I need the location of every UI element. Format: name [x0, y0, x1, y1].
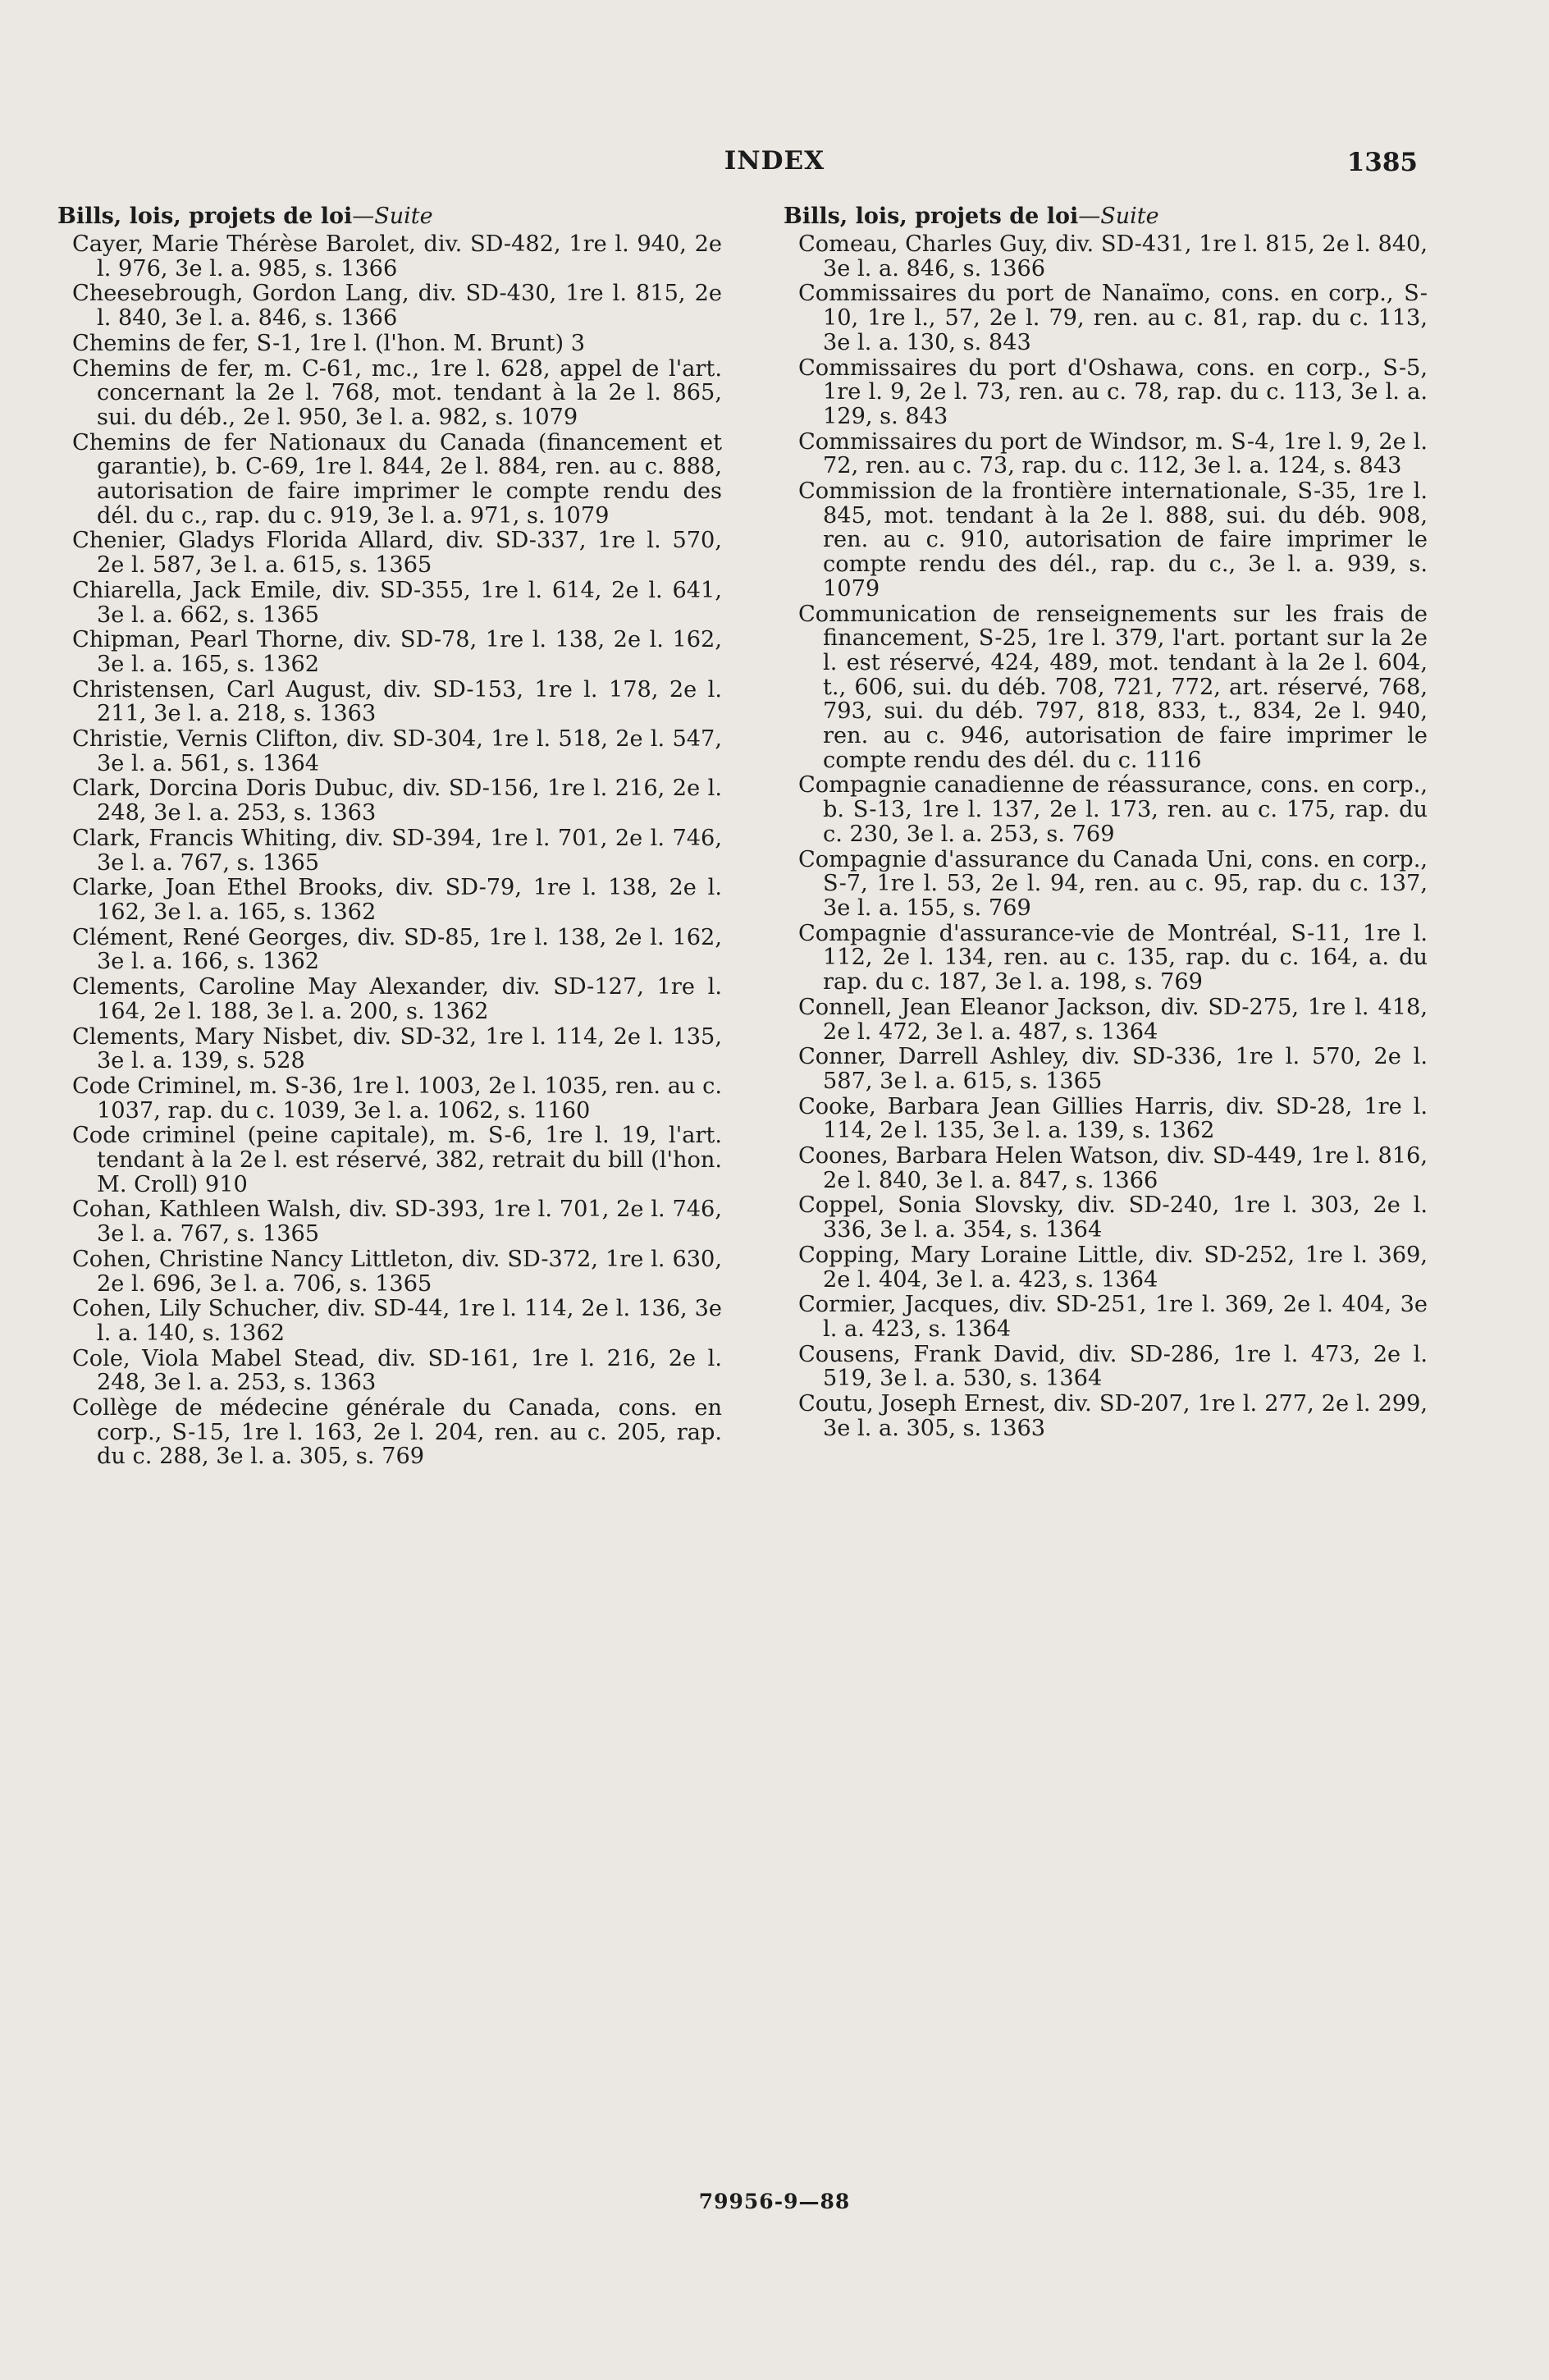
index-entry: Clément, René Georges, div. SD-85, 1re l. 138, 2e l. 162, 3e l. a. 166, s. 1362	[72, 924, 722, 975]
index-entry: Cayer, Marie Thérèse Barolet, div. SD-482, 1re l. 940, 2e l. 976, 3e l. a. 985, s. 1366	[72, 231, 722, 281]
index-entry: Chenier, Gladys Florida Allard, div. SD-337, 1re l. 570, 2e l. 587, 3e l. a. 615, s. 1365	[72, 528, 722, 579]
index-entry: Cohan, Kathleen Walsh, div. SD-393, 1re l. 701, 2e l. 746, 3e l. a. 767, s. 1365	[72, 1197, 722, 1247]
index-entry: Comeau, Charles Guy, div. SD-431, 1re l. 815, 2e l. 840, 3e l. a. 846, s. 1366	[798, 231, 1428, 281]
column-heading-suite: —Suite	[1078, 204, 1159, 229]
column-heading-suite: —Suite	[352, 204, 433, 229]
index-entry: Commission de la frontière internationale, S-35, 1re l. 845, mot. tendant à la 2e l. 888, sui. du déb. 908, ren. au c. 910, autorisation de faire imprimer le compte rendu des dél., rap. du c., 3e l. a. 939, s. 1079	[798, 478, 1428, 602]
index-entry: Compagnie d'assurance-vie de Montréal, S-11, 1re l. 112, 2e l. 134, ren. au c. 135, rap. du c. 164, a. du rap. du c. 187, 3e l. a. 198, s. 769	[798, 920, 1428, 995]
index-entry: Conner, Darrell Ashley, div. SD-336, 1re l. 570, 2e l. 587, 3e l. a. 615, s. 1365	[798, 1044, 1428, 1094]
index-entry: Commissaires du port de Windsor, m. S-4, 1re l. 9, 2e l. 72, ren. au c. 73, rap. du c. 112, 3e l. a. 124, s. 843	[798, 428, 1428, 479]
column-heading-text: Bills, lois, projets de loi	[784, 204, 1079, 229]
index-entry: Christie, Vernis Clifton, div. SD-304, 1re l. 518, 2e l. 547, 3e l. a. 561, s. 1364	[72, 726, 722, 776]
index-entry: Cole, Viola Mabel Stead, div. SD-161, 1re l. 216, 2e l. 248, 3e l. a. 253, s. 1363	[72, 1345, 722, 1396]
index-entry: Collège de médecine générale du Canada, cons. en corp., S-15, 1re l. 163, 2e l. 204, ren. au c. 205, rap. du c. 288, 3e l. a. 305, s. 769	[72, 1395, 722, 1470]
index-entry: Cohen, Lily Schucher, div. SD-44, 1re l. 114, 2e l. 136, 3e l. a. 140, s. 1362	[72, 1296, 722, 1346]
index-entry: Coppel, Sonia Slovsky, div. SD-240, 1re l. 303, 2e l. 336, 3e l. a. 354, s. 1364	[798, 1192, 1428, 1243]
column-heading	[57, 202, 722, 231]
index-entry: Copping, Mary Loraine Little, div. SD-252, 1re l. 369, 2e l. 404, 3e l. a. 423, s. 1364	[798, 1242, 1428, 1293]
index-entry: Cheesebrough, Gordon Lang, div. SD-430, 1re l. 815, 2e l. 840, 3e l. a. 846, s. 1366	[72, 281, 722, 332]
index-entry: Cohen, Christine Nancy Littleton, div. SD-372, 1re l. 630, 2e l. 696, 3e l. a. 706, s. 1365	[72, 1246, 722, 1297]
index-entry: Compagnie canadienne de réassurance, cons. en corp., b. S-13, 1re l. 137, 2e l. 173, ren. au c. 175, rap. du c. 230, 3e l. a. 253, s. 769	[798, 772, 1428, 847]
page-number: 1385	[1346, 148, 1418, 177]
column-heading	[784, 202, 1428, 231]
index-entry: Code Criminel, m. S-36, 1re l. 1003, 2e l. 1035, ren. au c. 1037, rap. du c. 1039, 3e l. a. 1062, s. 1160	[72, 1073, 722, 1124]
index-entry: Cooke, Barbara Jean Gillies Harris, div. SD-28, 1re l. 114, 2e l. 135, 3e l. a. 139, s. 1362	[798, 1093, 1428, 1144]
index-entry: Code criminel (peine capitale), m. S-6, 1re l. 19, l'art. tendant à la 2e l. est réservé, 382, retrait du bill (l'hon. M. Croll) 910	[72, 1123, 722, 1197]
index-entry: Commissaires du port d'Oshawa, cons. en corp., S-5, 1re l. 9, 2e l. 73, ren. au c. 78, rap. du c. 113, 3e l. a. 129, s. 843	[798, 355, 1428, 429]
page-title: INDEX	[724, 146, 825, 176]
index-entry: Cormier, Jacques, div. SD-251, 1re l. 369, 2e l. 404, 3e l. a. 423, s. 1364	[798, 1292, 1428, 1342]
page-footer-code: 79956-9—88	[698, 2190, 851, 2213]
index-entry: Christensen, Carl August, div. SD-153, 1re l. 178, 2e l. 211, 3e l. a. 218, s. 1363	[72, 676, 722, 727]
column-heading-text: Bills, lois, projets de loi	[57, 204, 353, 229]
index-entry: Chemins de fer, m. C-61, mc., 1re l. 628, appel de l'art. concernant la 2e l. 768, mot. tendant à la 2e l. 865, sui. du déb., 2e l. 950, 3e l. a. 982, s. 1079	[72, 355, 722, 430]
right-column	[784, 202, 1428, 1441]
index-entry: Commissaires du port de Nanaïmo, cons. en corp., S-10, 1re l., 57, 2e l. 79, ren. au c. 81, rap. du c. 113, 3e l. a. 130, s. 843	[798, 281, 1428, 355]
left-column	[57, 202, 722, 1470]
index-entry: Coones, Barbara Helen Watson, div. SD-449, 1re l. 816, 2e l. 840, 3e l. a. 847, s. 1366	[798, 1143, 1428, 1193]
index-entry: Chiarella, Jack Emile, div. SD-355, 1re l. 614, 2e l. 641, 3e l. a. 662, s. 1365	[72, 577, 722, 628]
index-entry: Clements, Mary Nisbet, div. SD-32, 1re l. 114, 2e l. 135, 3e l. a. 139, s. 528	[72, 1023, 722, 1074]
index-entry: Chemins de fer Nationaux du Canada (financement et garantie), b. C-69, 1re l. 844, 2e l. 884, ren. au c. 888, autorisation de faire imprimer le compte rendu des dél. du c., rap. du c. 919, 3e l. a. 971, s. 1079	[72, 429, 722, 529]
index-entry: Clark, Francis Whiting, div. SD-394, 1re l. 701, 2e l. 746, 3e l. a. 767, s. 1365	[72, 825, 722, 876]
index-entry: Coutu, Joseph Ernest, div. SD-207, 1re l. 277, 2e l. 299, 3e l. a. 305, s. 1363	[798, 1391, 1428, 1441]
index-entry: Chemins de fer, S-1, 1re l. (l'hon. M. Brunt) 3	[72, 330, 585, 356]
page-header	[0, 146, 1549, 187]
index-entry: Cousens, Frank David, div. SD-286, 1re l. 473, 2e l. 519, 3e l. a. 530, s. 1364	[798, 1341, 1428, 1392]
index-entry: Connell, Jean Eleanor Jackson, div. SD-275, 1re l. 418, 2e l. 472, 3e l. a. 487, s. 1364	[798, 994, 1428, 1045]
index-entry: Clark, Dorcina Doris Dubuc, div. SD-156, 1re l. 216, 2e l. 248, 3e l. a. 253, s. 1363	[72, 776, 722, 826]
index-entry: Clarke, Joan Ethel Brooks, div. SD-79, 1re l. 138, 2e l. 162, 3e l. a. 165, s. 1362	[72, 875, 722, 925]
index-entry: Clements, Caroline May Alexander, div. SD-127, 1re l. 164, 2e l. 188, 3e l. a. 200, s. 1362	[72, 974, 722, 1024]
index-entry: Chipman, Pearl Thorne, div. SD-78, 1re l. 138, 2e l. 162, 3e l. a. 165, s. 1362	[72, 627, 722, 677]
index-entry: Compagnie d'assurance du Canada Uni, cons. en corp., S-7, 1re l. 53, 2e l. 94, ren. au c. 95, rap. du c. 137, 3e l. a. 155, s. 769	[798, 846, 1428, 921]
index-entry: Communication de renseignements sur les frais de financement, S-25, 1re l. 379, l'art. portant sur la 2e l. est réservé, 424, 489, mot. tendant à la 2e l. 604, t., 606, sui. du déb. 708, 721, 772, art. réservé, 768, 793, sui. du déb. 797, 818, 833, t., 834, 2e l. 940, ren. au c. 946, autorisation de faire imprimer le compte rendu des dél. du c. 1116	[798, 601, 1428, 773]
